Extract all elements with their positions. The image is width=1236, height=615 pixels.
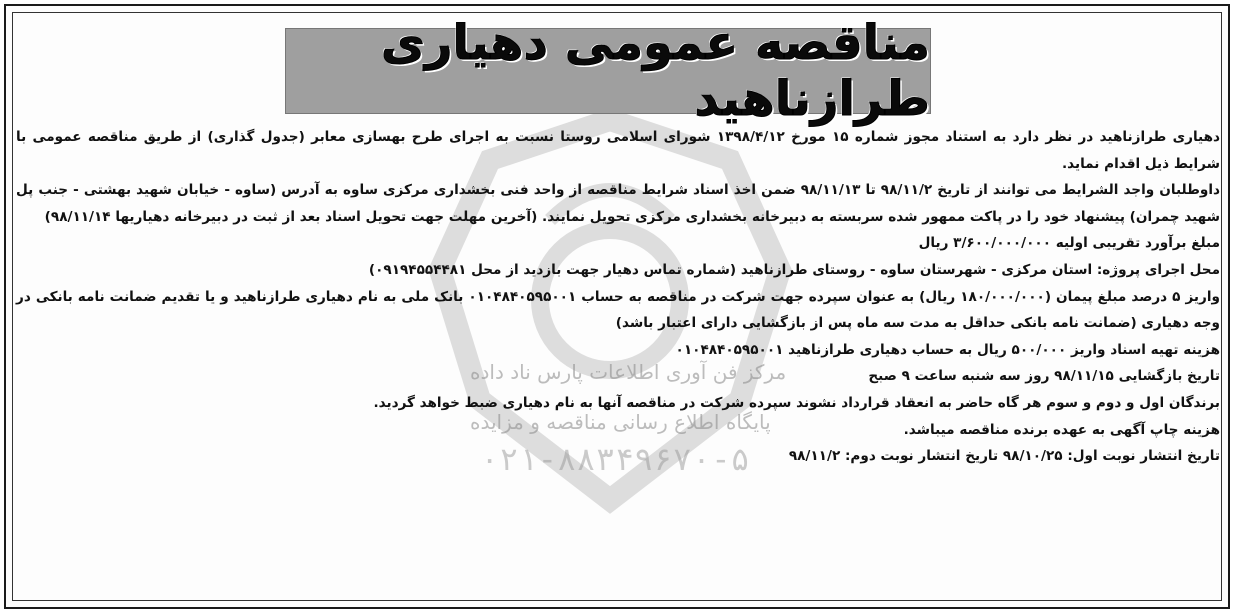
notice-paragraph-location: محل اجرای پروژه: استان مرکزی - شهرستان ساوه - روستای طرازناهید (شماره تماس دهیار جهت بازدید از محل ۰۹۱۹۴۵۵۴۴۸۱) [368, 261, 1220, 278]
notice-paragraph-document-fee: هزینه تهیه اسناد واریز ۵۰۰/۰۰۰ ریال به حساب دهیاری طرازناهید ۰۱۰۴۸۴۰۵۹۵۰۰۱ [675, 341, 1220, 358]
watermark-text-1: مرکز فن آوری اطلاعات پارس ناد داده [470, 360, 787, 384]
notice-paragraph-estimate: مبلغ برآورد تقریبی اولیه ۳/۶۰۰/۰۰۰/۰۰۰ ریال [918, 235, 1220, 252]
title-banner [285, 15, 931, 127]
notice-paragraph-ad-cost: هزینه چاپ آگهی به عهده برنده مناقصه میباشد. [903, 421, 1220, 438]
notice-paragraph-opening-date: تاریخ بازگشایی ۹۸/۱۱/۱۵ روز سه شنبه ساعت ۹ صبح [868, 368, 1220, 385]
notice-paragraph-publication-dates: تاریخ انتشار نوبت اول: ۹۸/۱۰/۲۵ تاریخ انتشار نوبت دوم: ۹۸/۱۱/۲ [788, 448, 1220, 465]
watermark-phone: ۰۲۱-۸۸۳۴۹۶۷۰-۵ [480, 440, 750, 478]
notice-body [16, 124, 1220, 470]
notice-title: مناقصه عمومی دهیاری طرازناهید [380, 15, 930, 127]
notice-paragraph-intro: دهیاری طرازناهید در نظر دارد به استناد مجوز شماره ۱۵ مورخ ۱۳۹۸/۴/۱۲ شورای اسلامی روستا نسبت به اجرای طرح بهسازی معابر (جدول گذاری) از طریق مناقصه عمومی با شرایط ذیل اقدام نماید. [16, 129, 1220, 172]
notice-paragraph-deposit: واریز ۵ درصد مبلغ پیمان (۱۸۰/۰۰۰/۰۰۰ ریال) به عنوان سپرده جهت شرکت در مناقصه به حساب ۰۱۰۴۸۴۰۵۹۵۰۰۱ بانک ملی به نام دهیاری طرازناهید و یا تقدیم ضمانت نامه بانکی در وجه دهیاری (ضمانت نامه بانکی حداقل به مدت سه ماه پس از بازگشایی دارای اعتبار باشد) [16, 288, 1220, 332]
watermark-text-2: پایگاه اطلاع رسانی مناقصه و مزایده [470, 410, 771, 434]
notice-paragraph-winners: برندگان اول و دوم و سوم هر گاه حاضر به انعقاد قرارداد نشوند سپرده شرکت در مناقصه آنها به نام دهیاری ضبط خواهد گردید. [373, 394, 1220, 411]
notice-paragraph-documents: داوطلبان واجد الشرایط می توانند از تاریخ ۹۸/۱۱/۲ تا ۹۸/۱۱/۱۳ ضمن اخذ اسناد شرایط مناقصه از واحد فنی بخشداری مرکزی ساوه به آدرس (ساوه - خیابان شهید بهشتی - جنب پل شهید چمران) پیشنهاد خود را در پاکت ممهور شده سربسته به دبیرخانه بخشداری مرکزی تحویل نمایند. (آخرین مهلت جهت تحویل اسناد بعد از ثبت در دبیرخانه دهیاریها ۹۸/۱۱/۱۴) [16, 182, 1220, 225]
